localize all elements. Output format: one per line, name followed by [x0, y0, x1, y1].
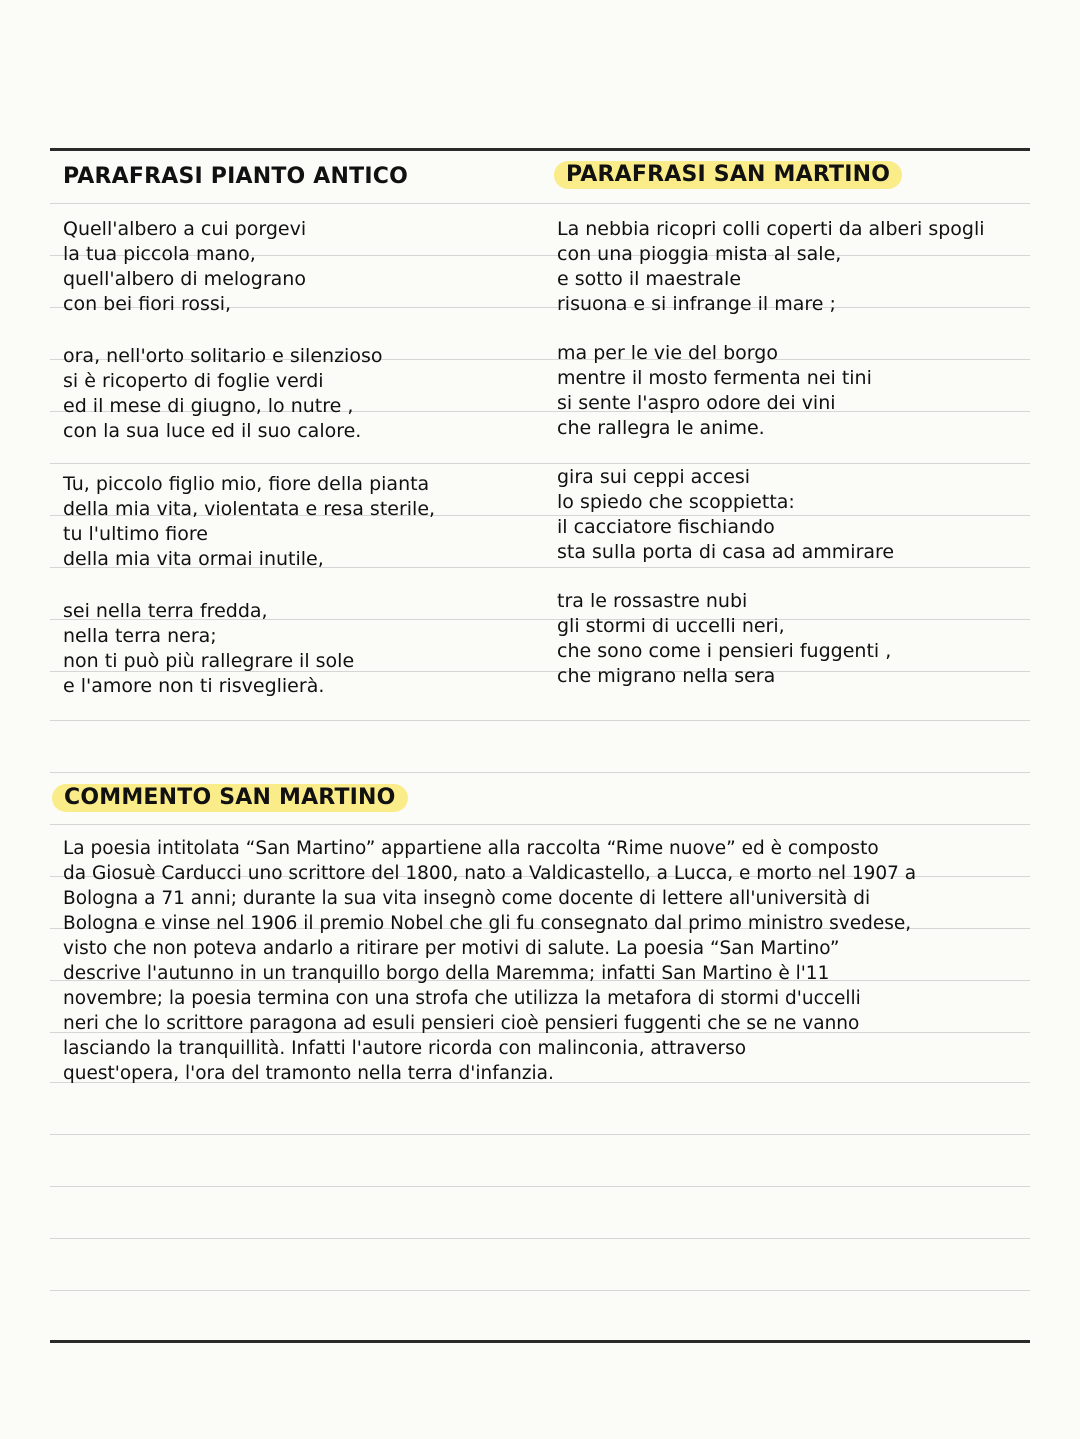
left-stanza-2 — [63, 344, 382, 444]
paragraph-line: da Giosuè Carducci uno scrittore del 1800, nato a Valdicastello, a Lucca, e morto nel 1907 a — [63, 863, 917, 884]
verse-line: e l'amore non ti risveglierà. — [63, 675, 325, 697]
left-stanza-4 — [63, 599, 354, 699]
verse-line: della mia vita ormai inutile, — [63, 548, 324, 570]
verse-line: con la sua luce ed il suo calore. — [63, 420, 362, 442]
verse-line: ora, nell'orto solitario e silenzioso — [63, 345, 383, 367]
heading-commento-san-martino: COMMENTO SAN MARTINO — [52, 784, 408, 812]
heading-parafrasi-san-martino: PARAFRASI SAN MARTINO — [554, 161, 902, 189]
verse-line: si è ricoperto di foglie verdi — [63, 370, 324, 392]
ruled-line — [50, 1238, 1030, 1239]
verse-line: non ti può più rallegrare il sole — [63, 650, 355, 672]
verse-line: sei nella terra fredda, — [63, 600, 268, 622]
commento-paragraph — [63, 836, 916, 1086]
verse-line: sta sulla porta di casa ad ammirare — [557, 541, 895, 563]
left-stanza-3 — [63, 472, 435, 572]
verse-line: gli stormi di uccelli neri, — [557, 615, 785, 637]
verse-line: nella terra nera; — [63, 625, 217, 647]
verse-line: che sono come i pensieri fuggenti , — [557, 640, 892, 662]
ruled-line — [50, 203, 1030, 204]
ruled-line — [50, 463, 1030, 464]
right-stanza-1 — [557, 217, 985, 317]
verse-line: lo spiedo che scoppietta: — [557, 491, 795, 513]
ruled-line — [50, 1134, 1030, 1135]
verse-line: ed il mese di giugno, lo nutre , — [63, 395, 354, 417]
verse-line: con bei fiori rossi, — [63, 293, 232, 315]
verse-line: ma per le vie del borgo — [557, 342, 778, 364]
verse-line: si sente l'aspro odore dei vini — [557, 392, 836, 414]
paragraph-line: quest'opera, l'ora del tramonto nella terra d'infanzia. — [63, 1063, 554, 1084]
paragraph-line: Bologna e vinse nel 1906 il premio Nobel che gli fu consegnato dal primo ministro svedese, — [63, 913, 912, 934]
right-stanza-2 — [557, 341, 872, 441]
heading-parafrasi-pianto-antico: PARAFRASI PIANTO ANTICO — [63, 164, 408, 189]
verse-line: la tua piccola mano, — [63, 243, 256, 265]
verse-line: tu l'ultimo fiore — [63, 523, 208, 545]
verse-line: che rallegra le anime. — [557, 417, 765, 439]
paragraph-line: visto che non poteva andarlo a ritirare per motivi di salute. La poesia “San Martino” — [63, 938, 840, 959]
paragraph-line: neri che lo scrittore paragona ad esuli pensieri cioè pensieri fuggenti che se ne vanno — [63, 1013, 860, 1034]
verse-line: Tu, piccolo figlio mio, fiore della pianta — [63, 473, 430, 495]
verse-line: e sotto il maestrale — [557, 268, 742, 290]
right-stanza-3 — [557, 465, 894, 565]
verse-line: risuona e si infrange il mare ; — [557, 293, 836, 315]
verse-line: tra le rossastre nubi — [557, 590, 748, 612]
ruled-line — [50, 772, 1030, 773]
verse-line: La nebbia ricopri colli coperti da alberi spogli — [557, 218, 985, 240]
verse-line: quell'albero di melograno — [63, 268, 306, 290]
verse-line: gira sui ceppi accesi — [557, 466, 751, 488]
ruled-line — [50, 824, 1030, 825]
left-heading-block — [63, 163, 408, 191]
paragraph-line: descrive l'autunno in un tranquillo borgo della Maremma; infatti San Martino è l'11 — [63, 963, 830, 984]
verse-line: della mia vita, violentata e resa sterile, — [63, 498, 436, 520]
verse-line: mentre il mosto fermenta nei tini — [557, 367, 872, 389]
right-heading-block — [566, 161, 902, 189]
verse-line: Quell'albero a cui porgevi — [63, 218, 307, 240]
right-stanza-4 — [557, 589, 891, 689]
verse-line: che migrano nella sera — [557, 665, 776, 687]
paragraph-line: lasciando la tranquillità. Infatti l'autore ricorda con malinconia, attraverso — [63, 1038, 747, 1059]
paragraph-line: Bologna a 71 anni; durante la sua vita insegnò come docente di lettere all'università di — [63, 888, 871, 909]
ruled-line — [50, 1186, 1030, 1187]
paragraph-line: novembre; la poesia termina con una strofa che utilizza la metafora di stormi d'uccelli — [63, 988, 861, 1009]
verse-line: il cacciatore fischiando — [557, 516, 775, 538]
verse-line: con una pioggia mista al sale, — [557, 243, 842, 265]
top-rule — [50, 148, 1030, 151]
left-stanza-1 — [63, 217, 306, 317]
ruled-line — [50, 1290, 1030, 1291]
commento-heading-block — [64, 784, 408, 812]
ruled-line — [50, 720, 1030, 721]
bottom-rule — [50, 1340, 1030, 1343]
paragraph-line: La poesia intitolata “San Martino” appartiene alla raccolta “Rime nuove” ed è composto — [63, 838, 879, 859]
